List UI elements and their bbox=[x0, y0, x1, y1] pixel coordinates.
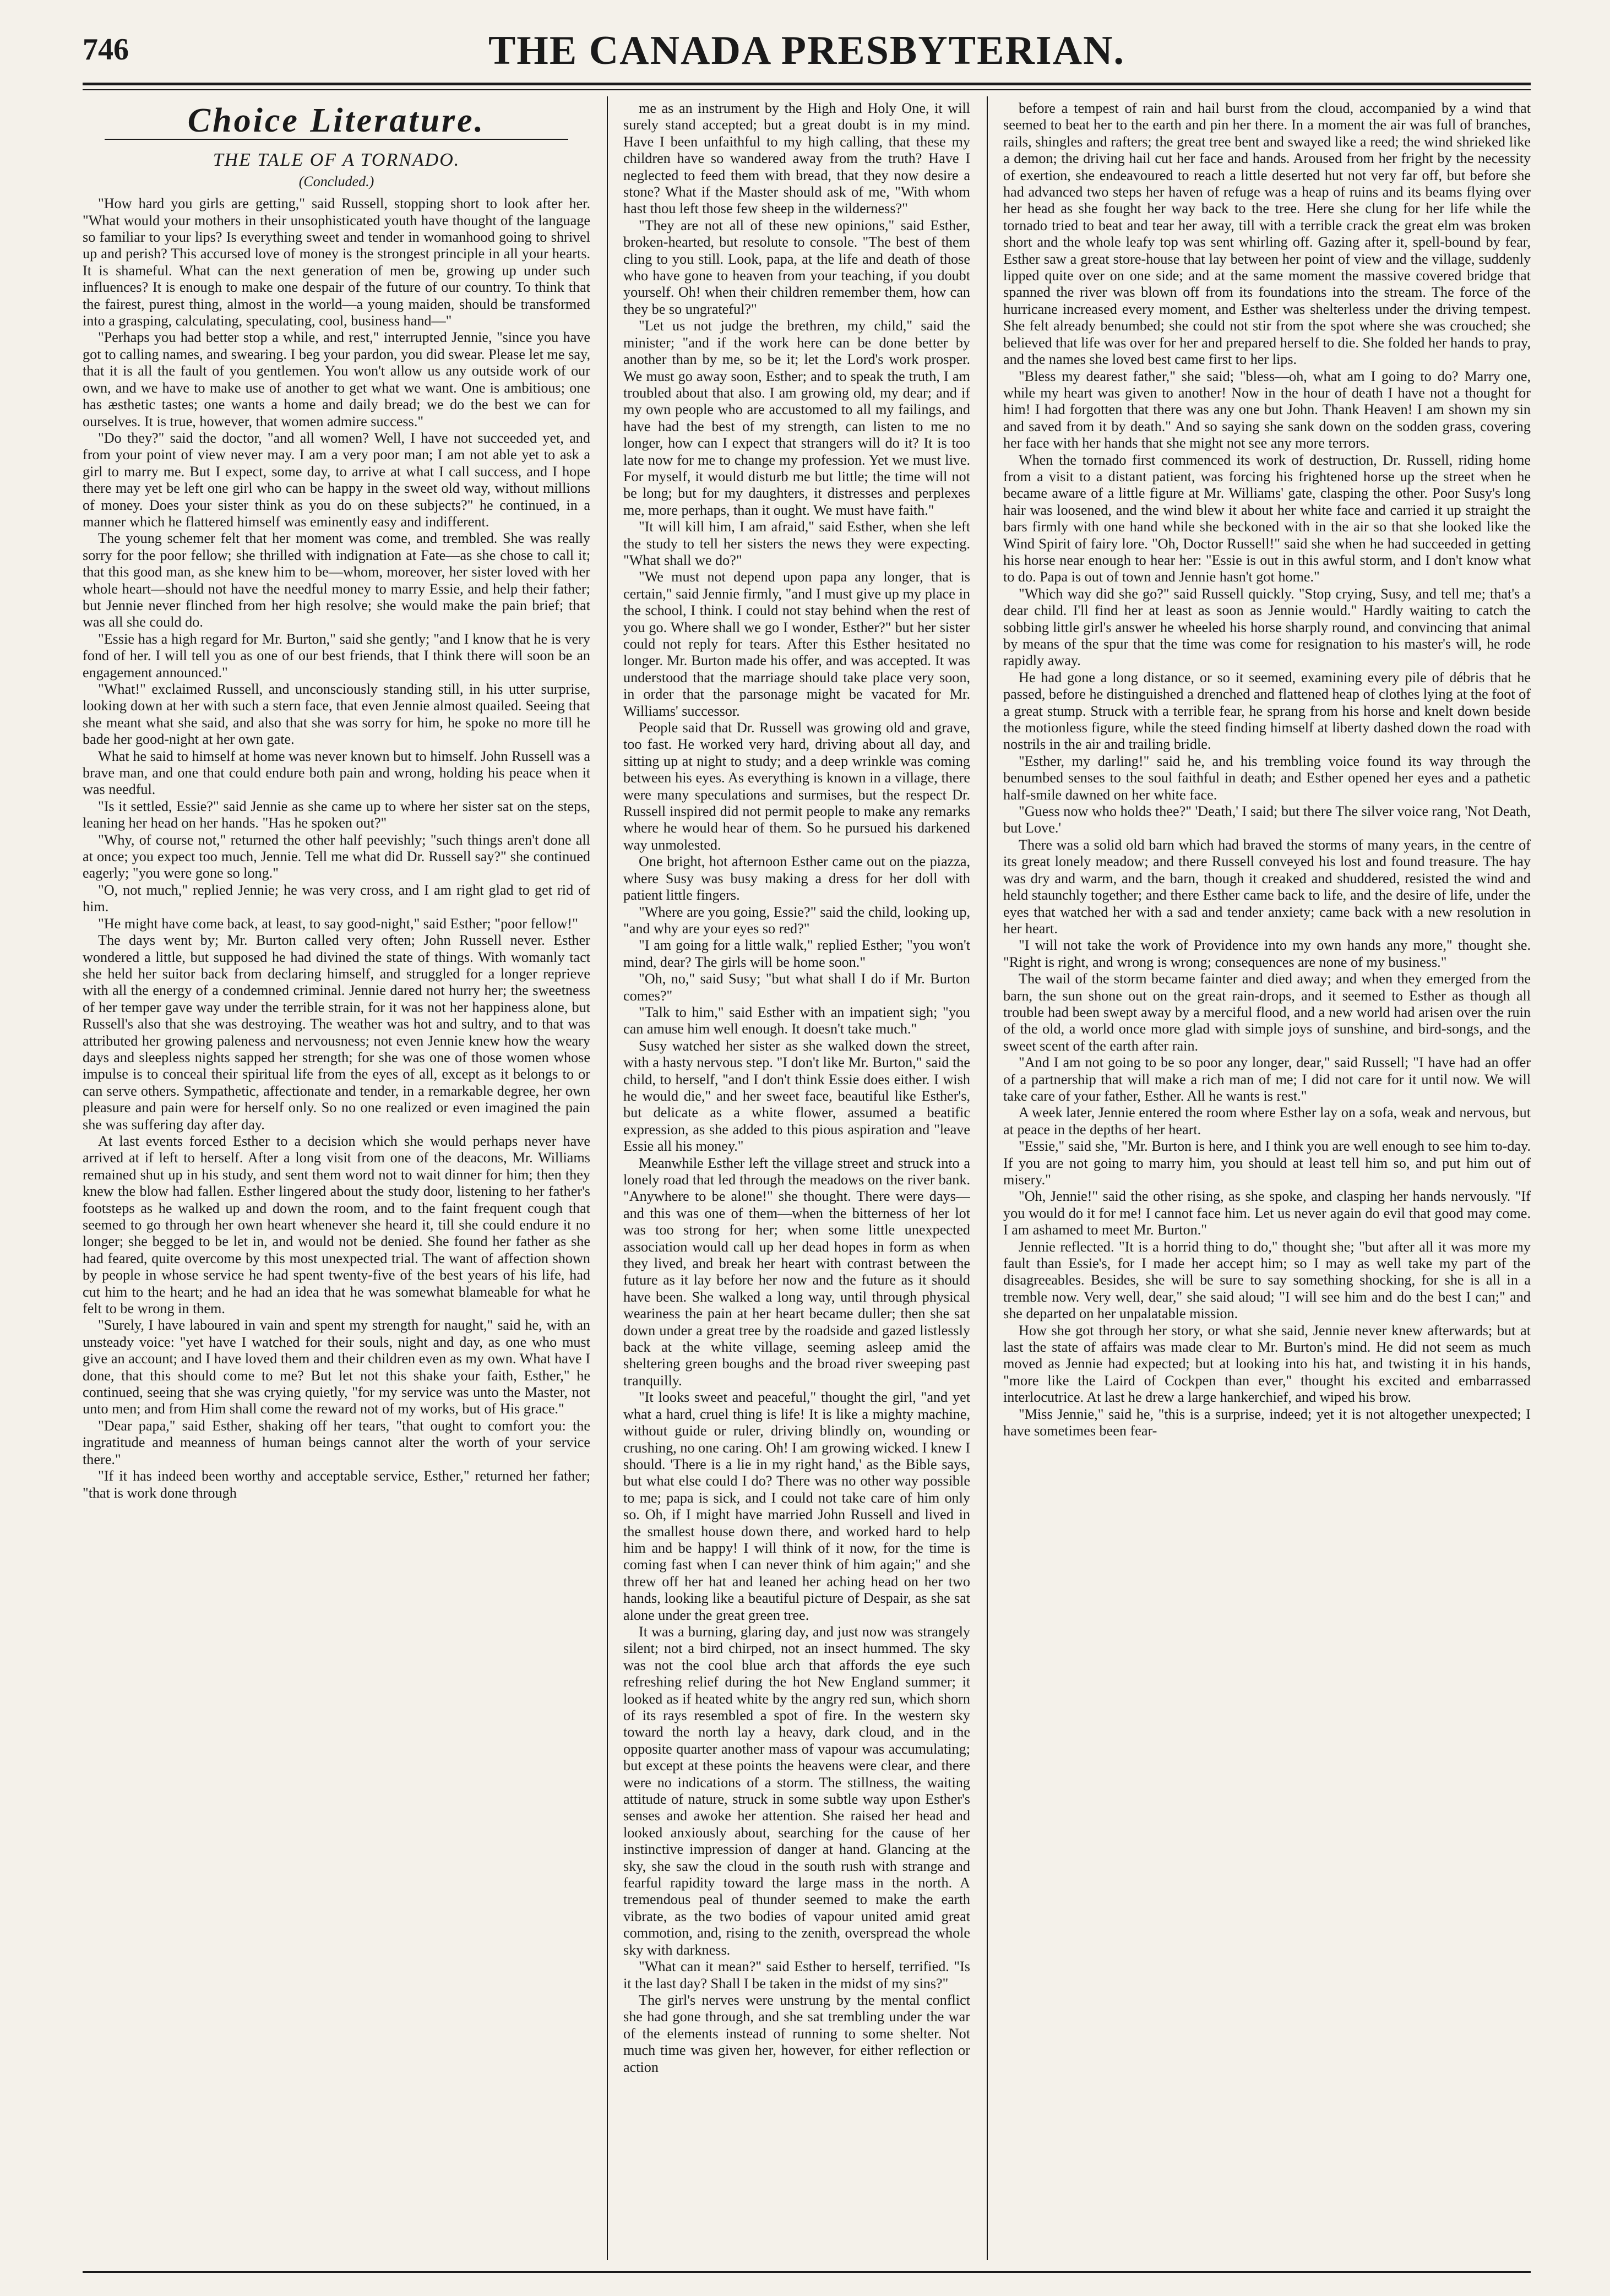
paragraph: "Is it settled, Essie?" said Jennie as she came up to where her sister sat on the steps, leaning her head on her hands. "Has he spoken out?" bbox=[83, 798, 590, 831]
story-note: (Concluded.) bbox=[298, 173, 374, 189]
paragraph: Susy watched her sister as she walked down the street, with a hasty nervous step. "I don't like Mr. Burton," said the child, to herself, "and I don't think Essie does either. I wish he would die," and her sweet face, beautiful like Esther's, but delicate as a white flower, assumed a beatific expression, as she added to this pious aspiration and "leave Essie all his money." bbox=[623, 1037, 970, 1155]
paragraph: "I am going for a little walk," replied Esther; "you won't mind, dear? The girls will be home soon." bbox=[623, 937, 970, 970]
column-rule-2 bbox=[987, 96, 988, 2260]
paragraph: "Do they?" said the doctor, "and all women? Well, I have not succeeded yet, and from your point of view never may. I am a very poor man; I am not able yet to ask a girl to marry me. But I expect, some day, to arrive at what I call success, and I hope there may yet be left one girl who can be happy in the sweet old way, without millions of money. Does your sister think as you do on these subjects?" he continued, in a manner which he flattered himself was eminently easy and indifferent. bbox=[83, 429, 590, 530]
masthead bbox=[83, 21, 1531, 81]
paragraph: "He might have come back, at least, to say good-night," said Esther; "poor fellow!" bbox=[98, 915, 578, 932]
paragraph: The young schemer felt that her moment was come, and trembled. She was really sorry for the poor fellow; she thrilled with indignation at Fate—as she chose to call it; that this good man, as she knew him to be—whom, moreover, her sister loved with her whole heart—should not have the needful money to marry Essie, and help their father; but Jennie never flinched from her high resolve; she would make the pain brief; that was all she could do. bbox=[83, 530, 590, 630]
paragraph: "Surely, I have laboured in vain and spent my strength for naught," said he, with an unsteady voice: "yet have I watched for their souls, night and day, as one who must give an account; and I have loved them and their children even as my own. What have I done, that this should come to me? But let not this shake your faith, Esther," he continued, seeing that she was crying quietly, "for my service was unto the Master, not unto men; and from Him shall come the reward not of my works, but of His grace." bbox=[83, 1317, 590, 1417]
paragraph: The wail of the storm became fainter and died away; and when they emerged from the barn, the sun shone out on the great rain-drops, and it seemed to Esther as though all trouble had been swept away by a merciful flood, and a new world had arisen over the ruin of the old, a world once more glad with simple joys of sunshine, and bird-songs, and the sweet scent of the earth after rain. bbox=[1003, 971, 1531, 1054]
paragraph: "It looks sweet and peaceful," thought the girl, "and yet what a hard, cruel thing is life! It is like a mighty machine, without guide or ruler, driving blindly on, wounding or crushing, no one caring. Oh! I am growing wicked. I knew I should. 'There is a lie in my right hand,' as the Bible says, but what else could I do? There was no other way possible to me; papa is sick, and I could not take care of him only so. Oh, if I might have married John Russell and lived in the smallest house down there, and worked hard to help him and be happy! I will think of it now, for the time is coming fast when I can never think of him again;" and she threw off her hat and leaned her aching head on her two hands, looking like a beautiful picture of Despair, as she sat alone under the great green tree. bbox=[623, 1389, 970, 1623]
page-bottom-rule bbox=[83, 2271, 1531, 2273]
paragraph: "Where are you going, Essie?" said the child, looking up, "and why are your eyes so red?" bbox=[623, 904, 970, 937]
section-heading: Choice Literature. bbox=[187, 102, 486, 139]
paragraph: There was a solid old barn which had braved the storms of many years, in the centre of its great lonely meadow; and there Russell conveyed his lost and found treasure. The hay was dry and warm, and the barn, though it creaked and shuddered, resisted the wind and held staunchly together; and there Esther came back to life, and the desire of life, under the eyes that watched her with a sad and tender anxiety; came back with a new resolution in her heart. bbox=[1003, 836, 1531, 937]
page-number: 746 bbox=[83, 32, 129, 67]
paragraph: "Why, of course not," returned the other half peevishly; "such things aren't done all at once; you expect too much, Jennie. Tell me what did Dr. Russell say?" she continued eagerly; "you were gone so long." bbox=[83, 831, 590, 882]
paragraph: The days went by; Mr. Burton called very often; John Russell never. Esther wondered a little, but supposed he had divined the state of things. With womanly tact she held her suitor back from declaring himself, and struggled for a longer reprieve with all the energy of a condemned criminal. Jennie dared not hurry her; the sweetness of her temper gave way under the terrible strain, for it was not her happiness alone, but Russell's also that she was destroying. The weather was hot and sultry, and to that was attributed her growing paleness and nervousness; not even Jennie knew how the weary days and sleepless nights sapped her strength; for she was one of those women whose impulse is to conceal their spiritual life from the eyes of all, except as it belongs to or can serve others. Sympathetic, affectionate and tender, in a remarkable degree, her own pleasure and pain were for herself only. So no one realized or even imagined the pain she was suffering day after day. bbox=[83, 932, 590, 1133]
paragraph: "Guess now who holds thee?" 'Death,' I said; but there The silver voice rang, 'Not Death, but Love.' bbox=[1003, 803, 1531, 836]
paragraph: People said that Dr. Russell was growing old and grave, too fast. He worked very hard, driving about all day, and sitting up at night to study; and a deep wrinkle was coming between his eyes. As everything is known in a village, there were many speculations and surmises, but the respect Dr. Russell inspired did not permit people to make any remarks where he would hear of them. So he pursued his darkened way unmolested. bbox=[623, 720, 970, 853]
masthead-rule-top bbox=[83, 83, 1531, 85]
paragraph: It was a burning, glaring day, and just now was strangely silent; not a bird chirped, not an insect hummed. The sky was not the cool blue arch that affords the eye such refreshing relief during the hot New England summer; it looked as if heated white by the angry red sun, which shorn of its rays resembled a spot of fire. In the western sky toward the north lay a heavy, dark cloud, and in the opposite quarter another mass of vapour was accumulating; but except at these points the heavens were clear, and there were no indications of a storm. The stillness, the waiting attitude of nature, struck in some subtle way upon Esther's senses and awoke her attention. She raised her head and looked anxiously about, searching for the cause of her instinctive impression of danger at hand. Glancing at the sky, she saw the cloud in the south rush with strange and fearful rapidity toward the large mass in the north. A tremendous peal of thunder seemed to make the earth vibrate, as the two bodies of vapour united amid great commotion, and, rising to the zenith, overspread the whole sky with darkness. bbox=[623, 1623, 970, 1958]
paragraph: "Perhaps you had better stop a while, and rest," interrupted Jennie, "since you have got to calling names, and swearing. I beg your pardon, you did swear. Please let me say, that it is all the fault of you gentlemen. You won't allow us any outside work of our own, and we have to make use of another to get what we want. One is ambitious; one has æsthetic tastes; one wants a home and daily bread; we do the best we can for ourselves. It is true, however, that women admire success." bbox=[83, 329, 590, 429]
paragraph: How she got through her story, or what she said, Jennie never knew afterwards; but at last the state of affairs was made clear to Mr. Burton's mind. He did not seem as much moved as Jennie had expected; but at looking into his hat, and twisting it in his hands, "more like the Laird of Cockpen than ever," thought his excited and embarrassed interlocutrice. At last he drew a large hankerchief, and wiped his brow. bbox=[1003, 1322, 1531, 1406]
paragraph: "Let us not judge the brethren, my child," said the minister; "and if the work here can be done better by another than by me, so be it; let the Lord's work prosper. We must go away soon, Esther; and to speak the truth, I am troubled about that also. I am growing old, my dear; and if my own people who are accustomed to all my failings, and have had the best of my strength, can listen to me no longer, how can I expect that strangers will do it? It is too late now for me to change my profession. Yet we must live. For myself, it would disturb me but little; the time will not be long; but for my daughters, it distresses and perplexes me, more perhaps, than it ought. We must have faith." bbox=[623, 318, 970, 518]
paragraph: One bright, hot afternoon Esther came out on the piazza, where Susy was busy making a dress for her doll with patient little fingers. bbox=[623, 853, 970, 904]
paragraph: "What!" exclaimed Russell, and unconsciously standing still, in his utter surprise, looking down at her with such a stern face, that even Jennie almost quailed. Seeing that she meant what she said, and also that she was sorry for him, he spoke no more till he bade her good-night at her own gate. bbox=[83, 681, 590, 748]
paragraph: me as an instrument by the High and Holy One, it will surely stand accepted; but a great doubt is in my mind. Have I been unfaithful to my high calling, that these my children have so wandered away from the truth? Have I neglected to feed them with bread, that they now desire a stone? What if the Master should ask of me, "With whom hast thou left those few sheep in the wilderness?" bbox=[623, 100, 970, 217]
paragraph: A week later, Jennie entered the room where Esther lay on a sofa, weak and nervous, but at peace in the depths of her heart. bbox=[1003, 1105, 1531, 1138]
paragraph: "O, not much," replied Jennie; he was very cross, and I am right glad to get rid of him. bbox=[83, 882, 590, 915]
journal-title: THE CANADA PRESBYTERIAN. bbox=[488, 28, 1125, 73]
paragraph: When the tornado first commenced its work of destruction, Dr. Russell, riding home from a visit to a distant patient, was forcing his frightened horse up the street when he became aware of a little figure at Mr. Williams' gate, clasping the other. Poor Susy's long hair was loosened, and the wind blew it about her white face and carried it up straight the bars firmly with one hand while she beckoned with in the air so that she looked like the Wind Spirit of fairy lore. "Oh, Doctor Russell!" said she when he had succeeded in getting his horse near enough to hear her: "Essie is out in this awful storm, and I don't know what to do. Papa is out of town and Jennie hasn't got home." bbox=[1003, 451, 1531, 585]
paragraph: The girl's nerves were unstrung by the mental conflict she had gone through, and she sat trembling under the war of the elements instead of running to some shelter. Not much time was given her, however, for either reflection or action bbox=[623, 1992, 970, 2075]
paragraph: "Talk to him," said Esther with an impatient sigh; "you can amuse him well enough. It doesn't take much." bbox=[623, 1004, 970, 1037]
column-2 bbox=[623, 100, 970, 2259]
column-rule-1 bbox=[607, 96, 608, 2260]
paragraph: "What can it mean?" said Esther to herself, terrified. "Is it the last day? Shall I be taken in the midst of my sins?" bbox=[623, 1958, 970, 1992]
column-3 bbox=[1003, 100, 1531, 2259]
paragraph: "Dear papa," said Esther, shaking off her tears, "that ought to comfort you: the ingratitude and meanness of human beings cannot alter the worth of your service there." bbox=[83, 1417, 590, 1467]
column-1 bbox=[83, 100, 590, 2259]
paragraph: "If it has indeed been worthy and acceptable service, Esther," returned her father; "that is work done through bbox=[83, 1468, 590, 1501]
masthead-rule-bottom bbox=[83, 89, 1531, 90]
paragraph: Jennie reflected. "It is a horrid thing to do," thought she; "but after all it was more my fault than Essie's, for I made her accept him; so I may as well take my part of the disagreeables. Besides, she will be sure to say something shocking, for she is all in a tremble now. Very well, dear," she said aloud; "I will see him and do the best I can;" and she departed on her unpalatable mission. bbox=[1003, 1238, 1531, 1322]
paragraph: "It will kill him, I am afraid," said Esther, when she left the study to tell her sisters the news they were expecting. "What shall we do?" bbox=[623, 519, 970, 568]
paragraph: "We must not depend upon papa any longer, that is certain," said Jennie firmly, "and I must give up my place in the school, I think. I could not stay behind when the rest of you go. Where shall we go I wonder, Esther?" but her sister could not reply for tears. After this Esther hesitated no longer. Mr. Burton made his offer, and was accepted. It was understood that the marriage should take place very soon, in order that the parsonage might be vacated for Mr. Williams' successor. bbox=[623, 569, 970, 719]
paragraph: "Miss Jennie," said he, "this is a surprise, indeed; yet it is not altogether unexpected; I have sometimes been fear- bbox=[1003, 1406, 1531, 1439]
paragraph: "How hard you girls are getting," said Russell, stopping short to look after her. "What would your mothers in their unsophisticated youth have thought of the language so familiar to your lips? Is everything sweet and tender in womanhood going to shrivel up and perish? This accursed love of money is the strongest principle in all your hearts. It is shameful. What can the next generation of men be, growing up under such influences? It is enough to make one despair of the future of our country. To think that the fairest, purest thing, almost in the world—a young maiden, should be transformed into a grasping, calculating, speculating, cool, business hand—" bbox=[83, 195, 590, 329]
paragraph: At last events forced Esther to a decision which she would perhaps never have arrived at if left to herself. After a long visit from one of the deacons, Mr. Williams remained shut up in his study, and sent them word not to wait dinner for him; then they knew the blow had fallen. Esther lingered about the study door, listening to her father's footsteps as he walked up and down the room, and to the faint frequent cough that seemed to go through her own heart whenever she heard it, till she could endure it no longer; she begged to be let in, and would not be denied. She found her father as she had feared, quite overcome by this most unexpected trial. The want of affection shown by people in whose service he had spent twenty-five of the best years of his life, had cut him to the heart; and he had an idea that he was somewhat blameable for what he felt to be wrong in them. bbox=[83, 1133, 590, 1317]
column-2-text bbox=[623, 100, 970, 2076]
column-1-text bbox=[83, 195, 590, 1501]
paragraph: He had gone a long distance, or so it seemed, examining every pile of débris that he passed, before he distinguished a drenched and flattened heap of clothes lying at the foot of a great stump. Struck with a terrible fear, he sprang from his horse and knelt down beside the motionless figure, while the steed finding himself at liberty dashed down the road with nostrils in the air and trailing bridle. bbox=[1003, 669, 1531, 753]
paragraph: Meanwhile Esther left the village street and struck into a lonely road that led through the meadows on the river bank. "Anywhere to be alone!" she thought. There were days—and this was one of them—when the bitterness of her lot was too strong for her; when some little unexpected association would call up her dead hopes in form as when they lived, and break her heart with contrast between the future as it lay before her now and the future as it should have been. She walked a long way, until through physical weariness the pain at her heart became duller; then she sat down under a great tree by the roadside and gazed listlessly back at the white village, seeming asleep amid the sheltering green boughs and the broad river sweeping past tranquilly. bbox=[623, 1155, 970, 1389]
paragraph: before a tempest of rain and hail burst from the cloud, accompanied by a wind that seemed to beat her to the earth and pin her there. In a moment the air was full of branches, rails, shingles and rafters; the great tree bent and swayed like a reed; the wind shrieked like a demon; the driving hail cut her face and hands. Aroused from her fright by the necessity of exertion, she endeavoured to reach a little deserted hut not very far off, but before she had advanced two steps her haven of refuge was a heap of ruins and its beams flying over her head as she fought her way back to the tree. Here she clung for her life while the tornado tried to beat and tear her away, till with a terrible crack the great elm was broken short and the whole leafy top was sent whirling off. Gazing after it, spell-bound by fear, Esther saw a great store-house that lay between her point of view and the village, suddenly lipped quite over on one side; and at the same moment the massive covered bridge that spanned the river was blown off from its foundations into the stream. The force of the hurricane increased every moment, and Esther was shelterless under the driving tempest. She felt already benumbed; she could not stir from the spot where she was crouched; she believed that life was over for her and prepared herself to die. She folded her hands to pray, and the names she loved best came first to her lips. bbox=[1003, 100, 1531, 368]
paragraph: "And I am not going to be so poor any longer, dear," said Russell; "I have had an offer of a partnership that will make a rich man of me; I did not care for it until now. We will take care of your father, Esther. All he wants is rest." bbox=[1003, 1054, 1531, 1104]
paragraph: "Esther, my darling!" said he, and his trembling voice found its way through the benumbed senses to the soul faithful in death; and Esther opened her eyes and a pathetic half-smile dawned on her white face. bbox=[1003, 753, 1531, 803]
paragraph: "They are not all of these new opinions," said Esther, broken-hearted, but resolute to console. "The best of them cling to you still. Look, papa, at the life and death of those who have gone to heaven from your teaching, if you doubt yourself. Oh! when their children remember them, how can they be so ungrateful?" bbox=[623, 217, 970, 317]
paragraph: "Which way did she go?" said Russell quickly. "Stop crying, Susy, and tell me; that's a dear child. I'll find her at least as soon as Jennie would." Hardly waiting to catch the sobbing little girl's answer he wheeled his horse sharply round, and convincing that animal by means of the spur that the time was come for resignation to his master's will, he rode rapidly away. bbox=[1003, 585, 1531, 669]
paragraph: What he said to himself at home was never known but to himself. John Russell was a brave man, and one that could endure both pain and wrong, holding his peace when it was needful. bbox=[83, 748, 590, 798]
paragraph: "Bless my dearest father," she said; "bless—oh, what am I going to do? Marry one, while my heart was given to another! Now in the hour of death I have not a thought for him! I had forgotten that there was any one but John. Thank Heaven! I am shown my sin and saved from it by death." And so saying she sank down on the sodden grass, covering her face with her hands that she might not see any more terrors. bbox=[1003, 368, 1531, 451]
paragraph: "Essie has a high regard for Mr. Burton," said she gently; "and I know that he is very fond of her. I will tell you as one of our best friends, that I think there will soon be an engagement announced." bbox=[83, 630, 590, 681]
story-title: THE TALE OF A TORNADO. bbox=[213, 150, 460, 171]
paragraph: "Oh, Jennie!" said the other rising, as she spoke, and clasping her hands nervously. "If you would do it for me! I cannot face him. Let us never again do evil that good may come. I am ashamed to meet Mr. Burton." bbox=[1003, 1188, 1531, 1238]
paragraph: "Oh, no," said Susy; "but what shall I do if Mr. Burton comes?" bbox=[623, 971, 970, 1004]
paragraph: "I will not take the work of Providence into my own hands any more," thought she. "Right is right, and wrong is wrong; consequences are none of my business." bbox=[1003, 937, 1531, 970]
column-3-text bbox=[1003, 100, 1531, 1440]
paragraph: "Essie," said she, "Mr. Burton is here, and I think you are well enough to see him to-day. If you are not going to marry him, you should at least tell him so, and put him out of misery." bbox=[1003, 1138, 1531, 1188]
